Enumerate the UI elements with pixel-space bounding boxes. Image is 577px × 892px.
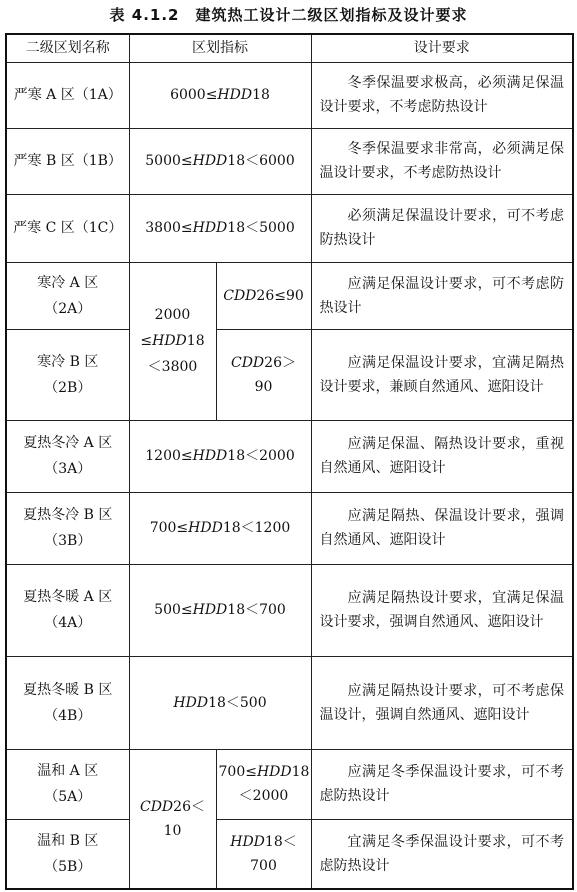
table-row bbox=[6, 128, 573, 194]
sub-index: HDD18＜700 bbox=[216, 819, 311, 889]
zone-index: 3800≤HDD18＜5000 bbox=[129, 194, 311, 262]
zone-name: 严寒 C 区（1C） bbox=[6, 194, 129, 262]
zone-index: 5000≤HDD18＜6000 bbox=[129, 128, 311, 194]
table-row bbox=[6, 420, 573, 492]
zone-requirement: 必须满足保温设计要求，可不考虑防热设计 bbox=[311, 194, 573, 262]
zone-index: HDD18＜500 bbox=[129, 656, 311, 749]
zone-name: 夏热冬暖 A 区 （4A） bbox=[6, 564, 129, 656]
zone-requirement: 应满足保温、隔热设计要求，重视自然通风、遮阳设计 bbox=[311, 420, 573, 492]
table-title: 表 4.1.2 建筑热工设计二级区划指标及设计要求 bbox=[109, 6, 468, 24]
zone-requirement: 应满足保温设计要求，宜满足隔热设计要求，兼顾自然通风、遮阳设计 bbox=[311, 329, 573, 420]
table-row bbox=[6, 262, 573, 329]
table-row bbox=[6, 656, 573, 749]
zone-index: 500≤HDD18＜700 bbox=[129, 564, 311, 656]
shared-index-mild: CDD26＜10 bbox=[129, 749, 216, 889]
table-row bbox=[6, 492, 573, 564]
table-row bbox=[6, 749, 573, 819]
zone-index: 700≤HDD18＜1200 bbox=[129, 492, 311, 564]
header-requirement: 设计要求 bbox=[311, 34, 573, 62]
header-index: 区划指标 bbox=[129, 34, 311, 62]
header-row bbox=[6, 34, 573, 62]
zone-name: 寒冷 A 区 （2A） bbox=[6, 262, 129, 329]
table-row bbox=[6, 329, 573, 420]
zone-name: 温和 B 区 （5B） bbox=[6, 819, 129, 889]
zone-requirement: 冬季保温要求非常高，必须满足保温设计要求，不考虑防热设计 bbox=[311, 128, 573, 194]
zone-index: 1200≤HDD18＜2000 bbox=[129, 420, 311, 492]
zone-name: 严寒 A 区（1A） bbox=[6, 62, 129, 128]
zone-requirement: 冬季保温要求极高，必须满足保温设计要求，不考虑防热设计 bbox=[311, 62, 573, 128]
zoning-table bbox=[5, 33, 574, 890]
zone-name: 夏热冬冷 B 区 （3B） bbox=[6, 492, 129, 564]
table-row bbox=[6, 564, 573, 656]
zone-requirement: 宜满足冬季保温设计要求，可不考虑防热设计 bbox=[311, 819, 573, 889]
zone-name: 温和 A 区 （5A） bbox=[6, 749, 129, 819]
table-row bbox=[6, 62, 573, 128]
zone-requirement: 应满足隔热、保温设计要求，强调自然通风、遮阳设计 bbox=[311, 492, 573, 564]
zone-requirement: 应满足隔热设计要求，宜满足保温设计要求，强调自然通风、遮阳设计 bbox=[311, 564, 573, 656]
zone-index: 6000≤HDD18 bbox=[129, 62, 311, 128]
zone-name: 寒冷 B 区 （2B） bbox=[6, 329, 129, 420]
zone-requirement: 应满足隔热设计要求，可不考虑保温设计，强调自然通风、遮阳设计 bbox=[311, 656, 573, 749]
header-zone-name: 二级区划名称 bbox=[6, 34, 129, 62]
zone-name: 夏热冬暖 B 区 （4B） bbox=[6, 656, 129, 749]
zone-requirement: 应满足保温设计要求，可不考虑防热设计 bbox=[311, 262, 573, 329]
zone-name: 夏热冬冷 A 区 （3A） bbox=[6, 420, 129, 492]
shared-index-cold: 2000 ≤HDD18 ＜3800 bbox=[129, 262, 216, 420]
zone-requirement: 应满足冬季保温设计要求，可不考虑防热设计 bbox=[311, 749, 573, 819]
sub-index: 700≤HDD18 ＜2000 bbox=[216, 749, 311, 819]
table-row bbox=[6, 819, 573, 889]
zone-name: 严寒 B 区（1B） bbox=[6, 128, 129, 194]
sub-index: CDD26≤90 bbox=[216, 262, 311, 329]
sub-index: CDD26＞90 bbox=[216, 329, 311, 420]
table-row bbox=[6, 194, 573, 262]
